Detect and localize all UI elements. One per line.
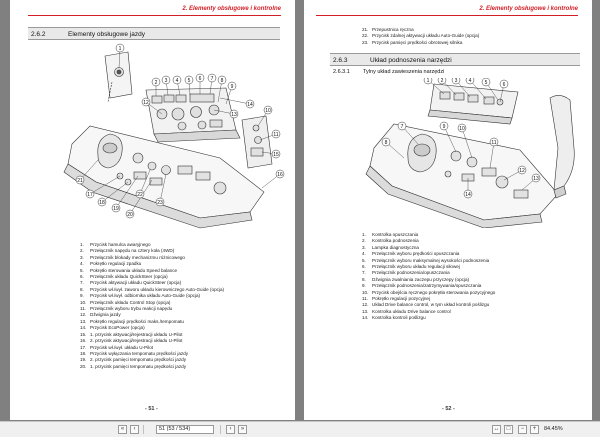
callout-number: 13 [231, 111, 237, 118]
legend-item-number: 17. [80, 344, 87, 350]
header-rule [28, 15, 281, 16]
section-title: Elementy obsługowe jazdy [68, 31, 145, 38]
legend-item-number: 9. [80, 293, 84, 299]
legend-item [80, 364, 224, 370]
legend-item-text: Przełącznik podnoszenia/zatrzymywania/opuszczania [372, 283, 482, 289]
legend-item-text: Kontrolka kontroli poślizgu [372, 315, 426, 321]
legend-item-number: 5. [80, 267, 84, 273]
legend-item-text: 2. przycisk pamięci tempomatu prędkości jazdy [90, 357, 186, 363]
last-page-icon[interactable]: » [238, 425, 247, 434]
left-page [10, 0, 295, 420]
fit-width-icon[interactable]: ↔ [493, 426, 500, 432]
legend-item-text: Przełącznik wyboru trybu reakcji napędu [90, 306, 173, 312]
legend-item-number: 14. [80, 325, 87, 331]
legend-item-text: Przełącznik wyboru maksymalnej wysokości podnoszenia [372, 257, 490, 263]
legend-item-text: 2. przycisk aktywacji/rejestracji układu U-Pilot [90, 338, 183, 344]
legend-item-number: 18. [80, 350, 87, 356]
legend-item-text: Przełącznik wyboru układu regulacji siłowej [372, 264, 460, 270]
legend-item-number: 4. [80, 261, 84, 267]
viewer-toolbar [0, 421, 600, 437]
legend-item-text: Przełącznik układu QuickSteer (opcja) [90, 274, 168, 280]
page-header: 2. Elementy obsługowe i kontrolne [182, 6, 281, 12]
legend-item-number: 7. [80, 280, 84, 286]
legend-item-number: 5. [362, 257, 366, 263]
legend-item-number: 10. [80, 299, 87, 305]
legend-item-text: Przycisk obejścia ręcznego pokrętła sterowania pozycyjnego [372, 289, 496, 295]
subsection-title: Tylny układ zawieszenia narzędzi [363, 69, 445, 75]
callout-number: 8 [384, 139, 388, 146]
legend-item-text: Przełącznik podnoszenia/opuszczania [372, 270, 450, 276]
callout-number: 1 [426, 78, 430, 84]
legend-item-number: 6. [80, 274, 84, 280]
callout-number: 6 [502, 81, 506, 88]
callout-number: 16 [277, 171, 283, 178]
legend-item-text: Kontrolka opuszczania [372, 232, 419, 237]
callout-number: 1 [118, 45, 122, 52]
legend-list [362, 232, 495, 322]
fit-page-icon[interactable]: □ [504, 425, 513, 434]
legend-item-text: Dźwignia jazdy [90, 312, 121, 318]
legend-item-number: 9. [362, 283, 366, 289]
callout-number: 9 [230, 83, 234, 90]
callout-number: 13 [533, 175, 539, 182]
legend-item-number: 13. [362, 308, 369, 314]
callout-number: 22 [137, 191, 143, 198]
page-number-input[interactable]: 51 (53 / 534) [156, 425, 214, 434]
right-page [304, 0, 592, 420]
legend-item-number: 20. [80, 363, 87, 369]
callout-number: 23 [157, 199, 163, 206]
header-rule [316, 15, 578, 16]
legend-item-text: Przycisk zdalnej aktywacji układu Auto-Guide (opcja) [372, 33, 480, 39]
legend-item-text: 1. przycisk aktywacji/rejestracji układu U-Pilot [90, 331, 183, 337]
legend-item-text: Pokrętło regulacji pozycyjnej [372, 296, 430, 302]
legend-item-number: 3. [80, 254, 84, 260]
callout-number: 5 [187, 77, 191, 84]
legend-item-number: 13. [80, 318, 87, 324]
legend-item-text: Układ Drive balance control, w tym układ kontroli poślizgu [372, 302, 490, 308]
callout-number: 7 [400, 123, 404, 130]
legend-list [80, 242, 224, 370]
legend-item-text: Pokrętło regulacji prędkości maks./tempomatu [90, 318, 184, 324]
legend-item-number: 3. [362, 244, 366, 250]
legend-item-text: Pokrętło sterowania układu Speed balance [90, 267, 178, 273]
callout-number: 11 [491, 139, 497, 146]
zoom-in-icon[interactable]: + [530, 425, 539, 434]
legend-item-number: 12. [362, 302, 369, 308]
subsection-number: 2.6.3.1 [333, 69, 350, 75]
legend-item-number: 8. [80, 286, 84, 292]
legend-item-text: Przycisk hamulca awaryjnego [90, 242, 151, 247]
callout-number: 14 [247, 101, 253, 108]
toolbar-separator [143, 425, 144, 434]
legend-item-text: Kontrolka podnoszenia [372, 238, 419, 244]
continued-legend-list [362, 27, 479, 46]
legend-item-number: 10. [362, 289, 369, 295]
callout-number: 14 [465, 191, 471, 198]
callout-number: 18 [99, 199, 105, 206]
callout-number: 19 [113, 205, 119, 212]
legend-item-number: 2. [80, 248, 84, 254]
hitch-controls-figure [344, 78, 580, 228]
legend-item-number: 16. [80, 338, 87, 344]
callout-number: 9 [442, 123, 446, 130]
legend-item-text: Lampka diagnostyczna [372, 244, 419, 250]
legend-item-text: Przełącznik układu Control Stop (opcja) [90, 299, 171, 305]
zoom-level[interactable]: 84.45% [544, 426, 563, 432]
legend-item-text: Przełącznik napędu na cztery koła (4WD) [90, 248, 175, 254]
callout-number: 6 [198, 75, 202, 82]
callout-number: 17 [87, 191, 93, 198]
legend-item-text: Dźwignia zwalniania zaczepu przyczepy (opcja) [372, 276, 470, 282]
legend-item-number: 19. [80, 357, 87, 363]
next-page-icon[interactable]: › [226, 425, 235, 434]
legend-item-number: 1. [80, 242, 84, 247]
callout-number: 10 [265, 107, 271, 114]
legend-item-number: 11. [80, 306, 87, 312]
legend-item-number: 12. [80, 312, 87, 318]
legend-item-number: 2. [362, 238, 366, 244]
first-page-icon[interactable]: « [118, 425, 127, 434]
legend-item [362, 315, 495, 321]
section-number: 2.6.2 [31, 31, 46, 38]
legend-item-number: 15. [80, 331, 87, 337]
driving-controls-figure [50, 42, 285, 232]
section-heading [28, 27, 280, 40]
callout-number: 5 [484, 79, 488, 86]
subsection-heading [330, 68, 580, 77]
section-title: Układ podnoszenia narzędzi [370, 57, 452, 64]
legend-item-number: 1. [362, 232, 366, 237]
legend-item-text: Przycisk aktywacji układu QuickSteer (opcja) [90, 280, 182, 286]
legend-item-number: 23. [362, 39, 369, 45]
legend-item-number: 11. [362, 296, 369, 302]
page-number: - 51 - [145, 406, 158, 412]
legend-item-text: 1. przycisk pamięci tempomatu prędkości jazdy [90, 363, 186, 369]
section-heading [330, 53, 580, 66]
page-number: - 52 - [442, 406, 455, 412]
legend-item-text: Przycisk wł./wył. zaworu układu kierowniczego Auto-Guide (opcja) [90, 286, 225, 292]
page-header: 2. Elementy obsługowe i kontrolne [479, 6, 578, 12]
legend-item-number: 21. [362, 27, 369, 32]
callout-number: 10 [459, 125, 465, 132]
callout-number: 3 [454, 78, 458, 84]
callout-number: 2 [154, 79, 158, 86]
legend-item-text: Przycisk wyłączania tempomatu prędkości jazdy [90, 350, 189, 356]
callout-number: 4 [175, 77, 179, 84]
legend-item-number: 6. [362, 264, 366, 270]
legend-item-text: Przycisk EcoPower (opcja) [90, 325, 145, 331]
section-number: 2.6.3 [333, 57, 348, 64]
legend-item-text: Kontrolka układu Drive balance control [372, 308, 451, 314]
callout-number: 8 [220, 77, 224, 84]
legend-item-number: 22. [362, 33, 369, 39]
legend-item-text: Przepustnica ręczna [372, 27, 414, 32]
callout-number: 15 [273, 151, 279, 158]
callout-number: 4 [468, 78, 472, 84]
callout-number: 12 [143, 99, 149, 106]
callout-number: 3 [164, 77, 168, 84]
legend-item-text: Przycisk pamięci prędkości obrotowej silnika [372, 39, 463, 45]
callout-number: 11 [273, 131, 279, 138]
legend-item-number: 14. [362, 315, 369, 321]
zoom-out-icon[interactable]: − [518, 425, 527, 434]
legend-item-text: Pokrętło regulacji zpadku [90, 261, 142, 267]
legend-item-text: Przełącznik blokady mechanizmu różnicowego [90, 254, 185, 260]
callout-number: 2 [440, 78, 444, 84]
legend-item [362, 40, 479, 46]
legend-item-text: Przełącznik wyboru prędkości opuszczania [372, 251, 460, 257]
legend-item-text: Przycisk wł./wył. układu U-Pilot [90, 344, 154, 350]
callout-number: 12 [519, 167, 525, 174]
legend-item-number: 7. [362, 270, 366, 276]
legend-item-number: 8. [362, 276, 366, 282]
callout-number: 7 [210, 75, 214, 82]
callout-number: 20 [127, 211, 133, 218]
prev-page-icon[interactable]: ‹ [130, 425, 139, 434]
legend-item-number: 4. [362, 251, 366, 257]
legend-item-text: Przycisk wł./wył. odbiornika układu Auto-Guide (opcja) [90, 293, 201, 299]
callout-number: 21 [77, 177, 83, 184]
toolbar-separator [220, 425, 221, 434]
